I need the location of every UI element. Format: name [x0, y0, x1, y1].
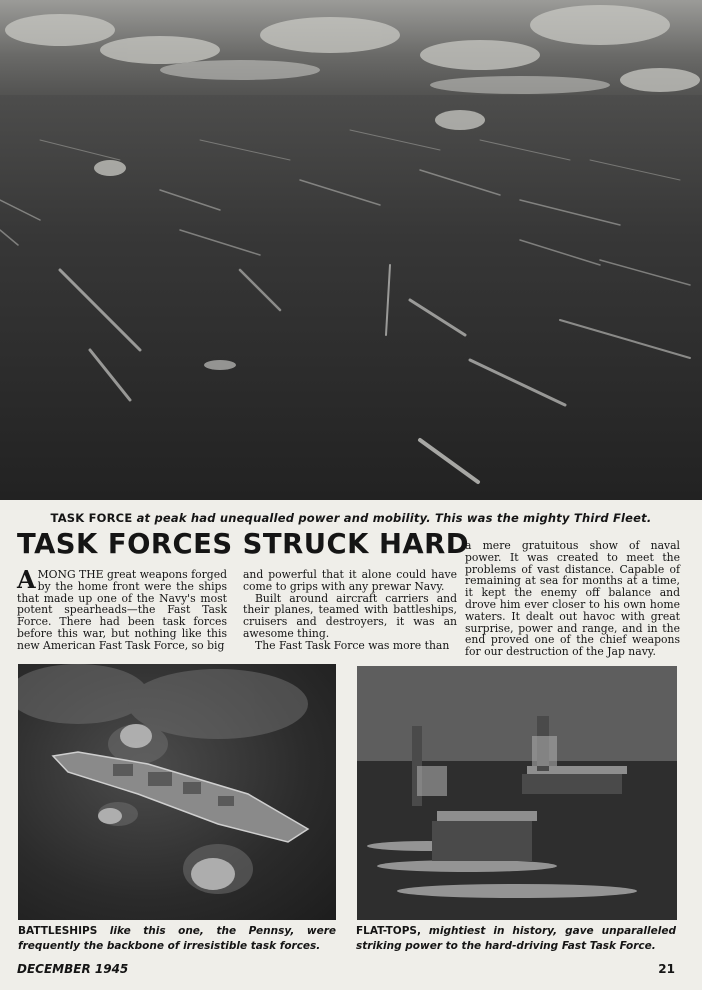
issue-date: DECEMBER 1945 — [17, 962, 129, 976]
column-2-paragraph-2: Built around aircraft carriers and their planes, teamed with battleships, cruisers and destroyers, it was an awesome thing. — [243, 591, 457, 640]
column-1-text: MONG THE great weapons forged by the home front were the ships that made up one of the Navy's most potent spearheads—the Fast Task Force. There had been task forces before this war, but nothing like this new American Fast Task Force, so big — [17, 568, 227, 652]
carrier-illustration — [357, 666, 677, 920]
battleship-photo — [18, 664, 336, 920]
flat-top-caption-text: mightiest in history, gave unparalleled striking power to the hard-driving Fast Task Force. — [356, 925, 676, 952]
top-caption-text: at peak had unequalled power and mobility. This was the mighty Third Fleet. — [132, 511, 652, 525]
battleship-caption — [18, 924, 336, 954]
flat-top-caption-lead: FLAT-TOPS, — [356, 925, 421, 937]
drop-cap: A — [17, 565, 36, 594]
column-2-paragraph-1: and powerful that it alone could have come to grips with any prewar Navy. — [243, 568, 457, 593]
top-caption-lead: TASK FORCE — [50, 511, 133, 525]
battleship-caption-text: like this one, the Pennsy, were frequently the backbone of irresistible task forces. — [18, 925, 336, 952]
article-column-1 — [17, 565, 227, 652]
page-number: 21 — [658, 962, 675, 976]
battleship-caption-lead: BATTLESHIPS — [18, 925, 98, 937]
article-column-3: a mere gratuitous show of naval power. It was created to meet the problems of vast distance. Capable of remaining at sea for months at a time, it kept the enemy off balance and drove him ever closer to his own home waters. It dealt out havoc with great surprise, power and range, and in the end proved one of the chief weapons for our destruction of the Jap navy. — [465, 539, 680, 659]
flat-top-caption — [356, 924, 676, 954]
top-photo-caption — [0, 511, 702, 525]
article-headline: TASK FORCES STRUCK HARD — [17, 527, 470, 560]
column-2-paragraph-3: The Fast Task Force was more than — [255, 638, 450, 652]
flat-top-carrier-photo — [357, 666, 677, 920]
article-column-2 — [243, 569, 457, 652]
battleship-illustration — [18, 664, 336, 920]
